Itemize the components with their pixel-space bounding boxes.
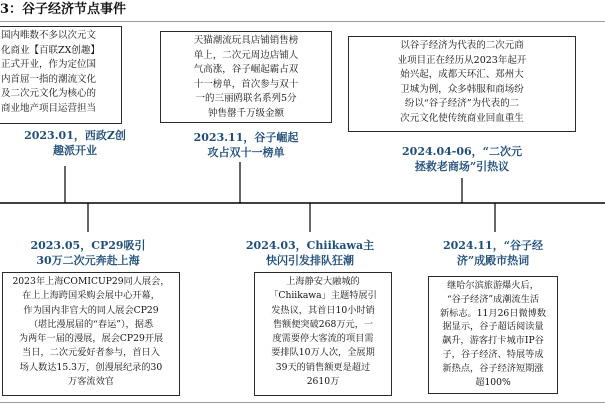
event-label-line: 2024.03，Chiikawa主 <box>245 239 375 252</box>
description-line: 上海静安大融城的 <box>286 276 360 287</box>
description-line: 超100% <box>475 376 511 388</box>
description-line: 继哈尔滨旅游爆火后， <box>447 280 539 291</box>
description-line: 及二次元文化为核心的 <box>1 88 97 99</box>
event-label-line: 趣派开业 <box>53 144 97 157</box>
event-label-line: 攻占双十一榜单 <box>207 146 285 159</box>
event-description-box <box>160 31 332 123</box>
description-line: 飙升，游客打卡城市IP谷 <box>442 335 544 347</box>
description-line: 发热议，其首日10小时销 <box>271 304 375 316</box>
event-label-line: 拯救老商场”引热议 <box>414 160 510 173</box>
description-line: 场人数达15.3万，创漫展纪录的30 <box>19 361 163 373</box>
description-line: 在上上海跨国采购会展中心开幕， <box>22 290 160 302</box>
description-line: 钟售罄千万级金额 <box>207 107 284 119</box>
description-line: 万客流效官 <box>68 376 114 388</box>
event-description-box <box>348 36 576 132</box>
event-label-line: 2023.05，CP29吸引 <box>30 239 146 252</box>
description-line: 一的三丽鸥联名系列5分 <box>195 93 297 104</box>
description-line: 要排队10万人次，全展期 <box>271 347 375 359</box>
description-line: 「Chiikawa」主题特展引 <box>269 290 377 302</box>
description-line: 子，谷子经济、特展等成 <box>442 348 544 360</box>
description-line: 业项目正在经历从2023年起开 <box>397 54 527 66</box>
description-line: 天猫潮流玩具店铺销售榜 <box>193 35 299 46</box>
description-line: 新热点，谷子经济短期涨 <box>442 362 544 374</box>
description-line: 国内唯数不多以次元文 <box>1 30 97 41</box>
event-label-line: 2023.01，西政Z创 <box>24 129 126 142</box>
event-label-line: 2024.04-06，“二次元 <box>402 145 522 158</box>
description-line: 作为国内非官大的同人展会CP29 <box>23 304 159 316</box>
event-label-line: 30万二次元奔赴上海 <box>36 254 140 267</box>
description-line: “谷子经济”成潮流生活 <box>446 293 540 305</box>
description-line: 正式开业，作为定位国 <box>1 59 97 70</box>
description-line: 纷以“谷子经济”为代表的二 <box>404 98 520 109</box>
description-line: 始兴起，成都天环汇、郑州大 <box>400 69 524 80</box>
description-line: 次元文化使传统商业回血重生 <box>400 112 524 124</box>
description-line: 度需要停大客流的项目需 <box>272 333 374 345</box>
event-description-box <box>0 26 122 124</box>
event-label-line: 2023.11，谷子崛起 <box>193 131 299 144</box>
description-line: 为两年一届的漫展，展会CP29开展 <box>18 333 164 345</box>
event-description-box <box>428 276 558 394</box>
description-line: 2610万 <box>306 376 340 388</box>
description-line: 十一榜单，首次参与双十 <box>193 78 299 90</box>
description-line: 单上，二次元周边店铺人 <box>193 49 299 61</box>
event-description-box <box>254 272 392 396</box>
description-line: 以谷子经济为代表的二次元商 <box>400 40 524 51</box>
description-line: 2023年上海COMICUP29同人展会， <box>12 276 170 287</box>
event-label <box>372 144 552 174</box>
description-line: 39天的销售额更是超过 <box>275 361 371 373</box>
page-title: 3：谷子经济节点事件 <box>0 2 127 17</box>
bottom-divider <box>0 402 605 403</box>
event-label <box>438 238 548 268</box>
event-label-line: 快闪引发排队狂潮 <box>266 254 354 267</box>
event-label-line: 2024.11，“谷子经 <box>442 239 544 252</box>
description-line: 气高涨，谷子崛起霸占双 <box>193 64 299 75</box>
description-line: （堪比漫展届的“春运”），据悉 <box>28 318 154 330</box>
description-line: 内首屈一指的潮流文化 <box>1 73 97 85</box>
description-line: 化商业【百联ZX创趣】 <box>1 44 100 56</box>
description-line: 商业地产项目运营担当 <box>1 102 97 114</box>
event-label <box>170 130 322 160</box>
description-line: 售额便突破268万元，一 <box>272 318 374 330</box>
event-label <box>12 238 164 268</box>
description-line: 当日，二次元爱好者参与，首日入 <box>22 347 160 359</box>
event-label <box>240 238 380 268</box>
event-description-box <box>2 272 180 396</box>
event-label-line: 济”成殿市热词 <box>456 254 530 267</box>
description-line: 据显示，谷子超话阅读量 <box>442 321 544 333</box>
description-line: 新标志。11月26日微博数 <box>439 307 547 319</box>
description-line: 卫城为例，众多韩服和商场纷 <box>400 83 524 95</box>
event-label <box>10 128 140 158</box>
